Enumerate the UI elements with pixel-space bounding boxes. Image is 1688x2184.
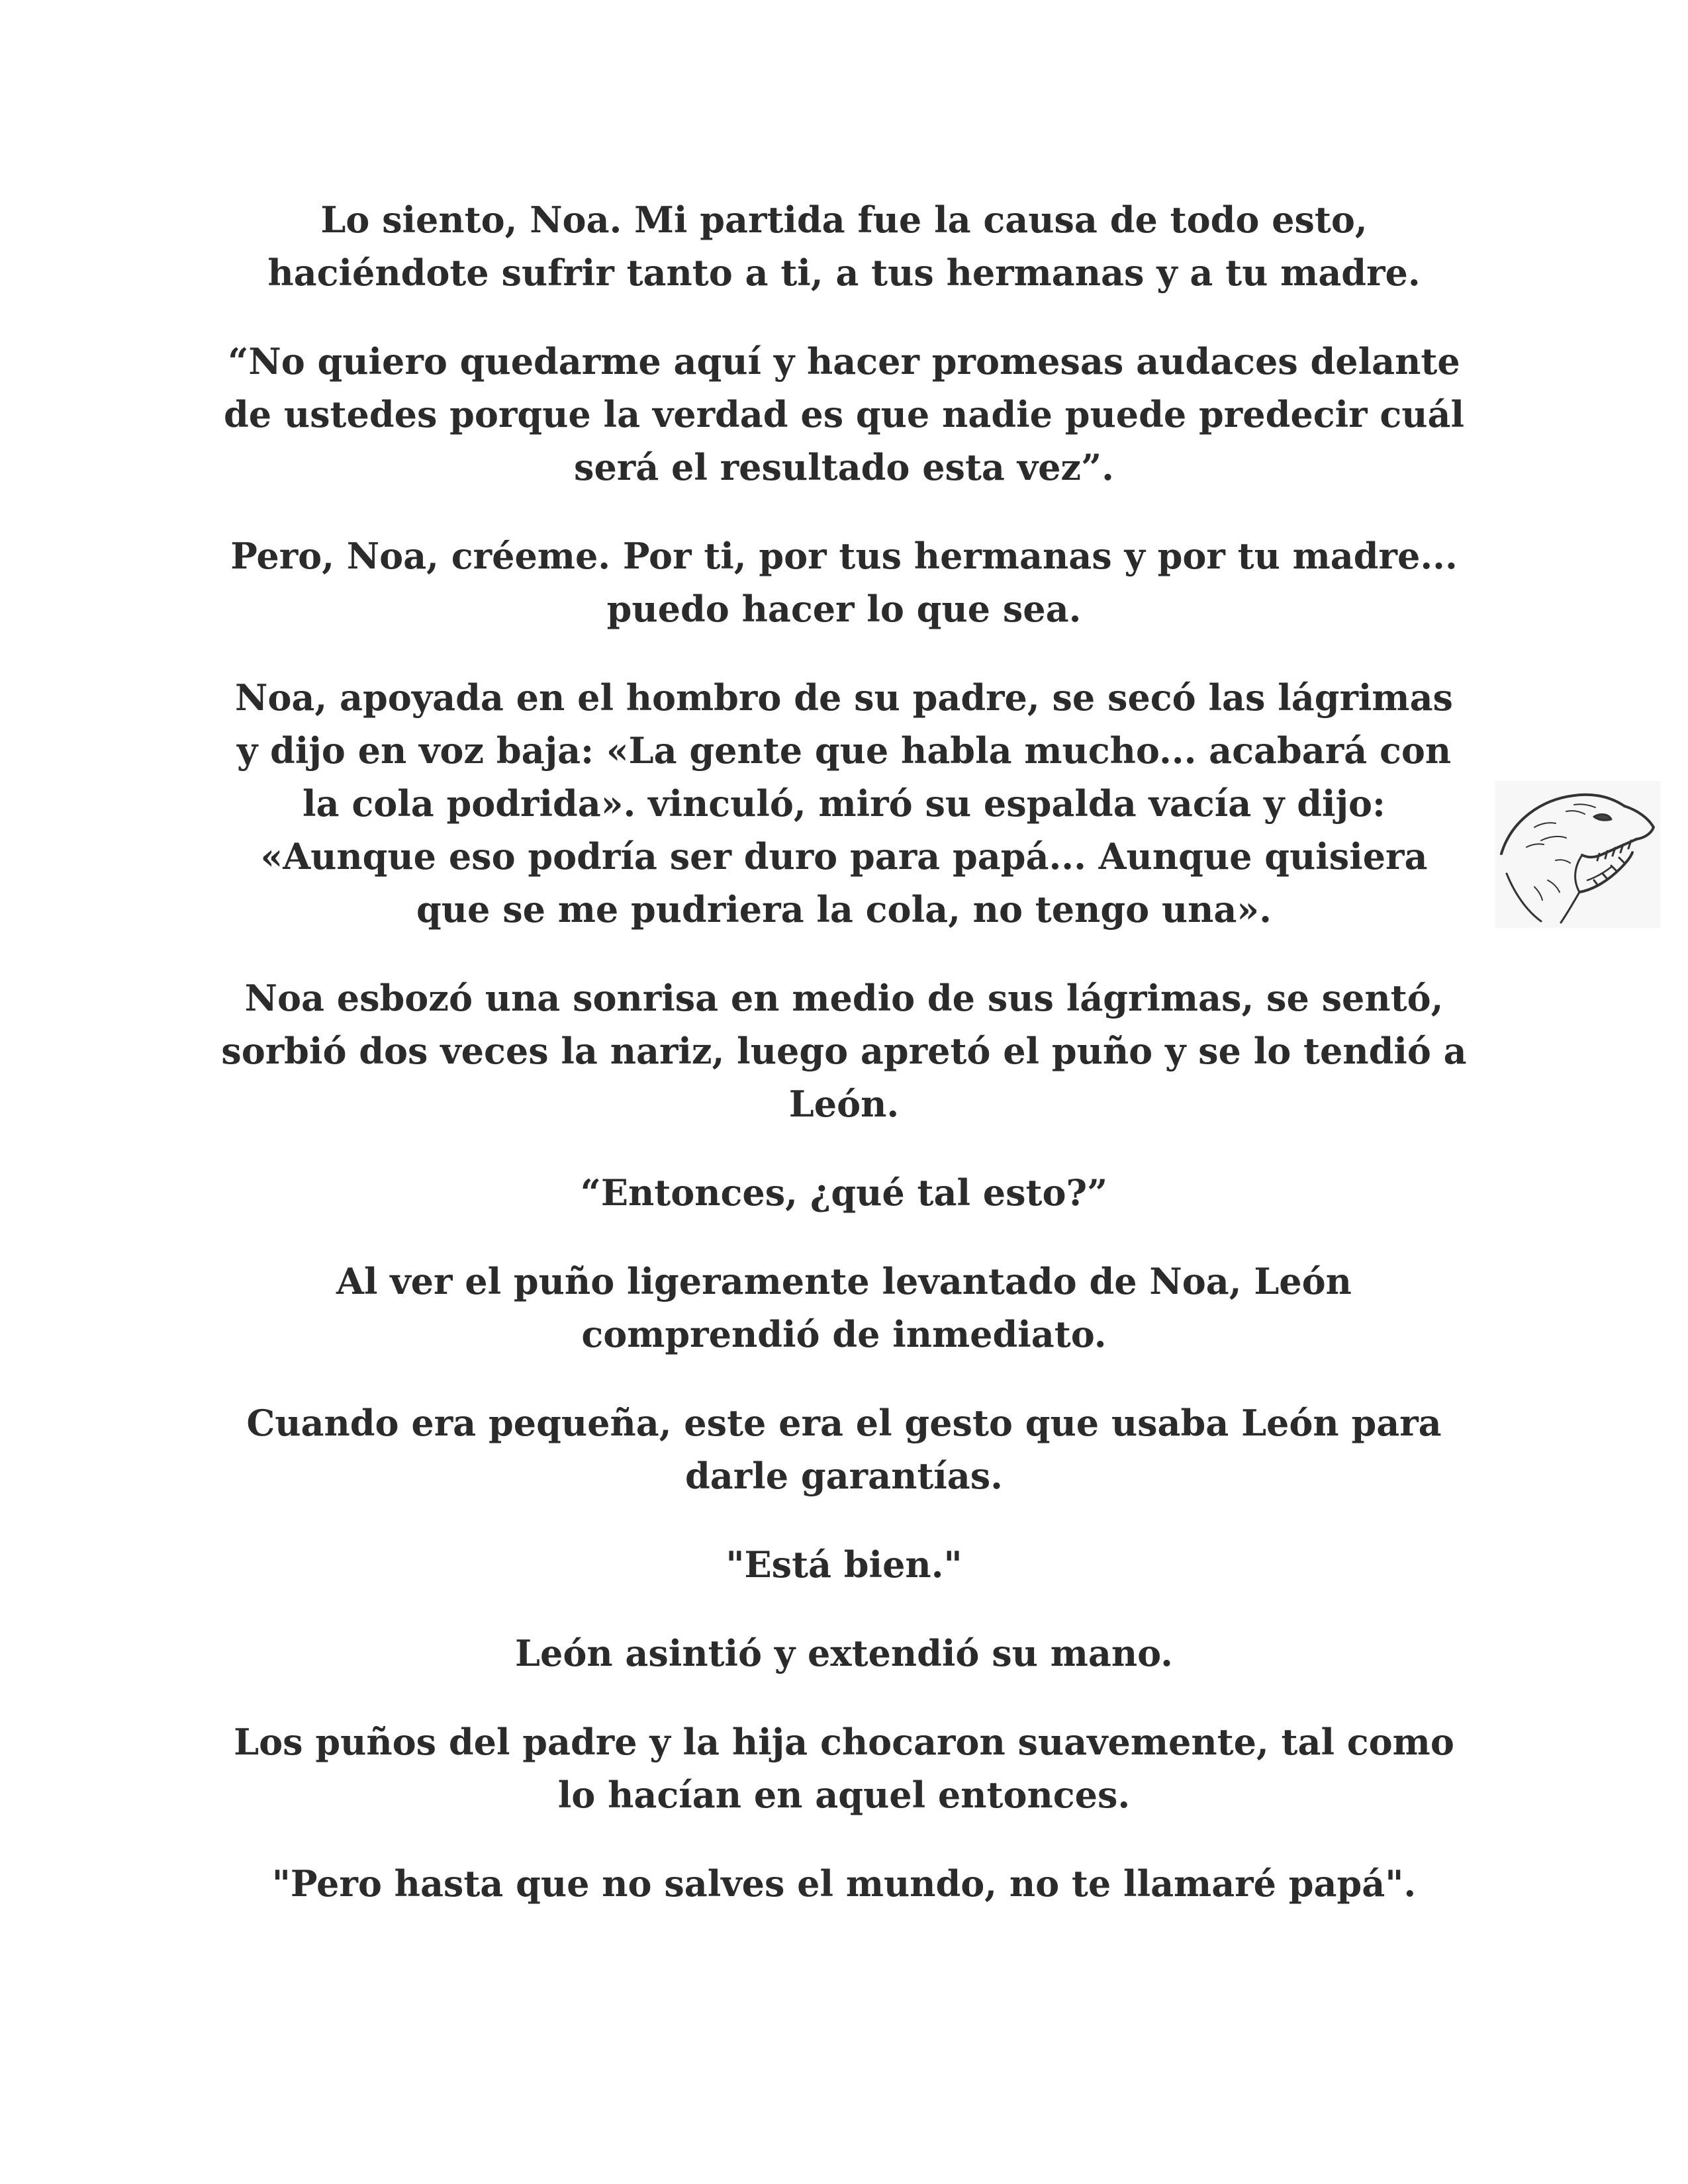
paragraph-4: Noa, apoyada en el hombro de su padre, se secó las lágrimas y dijo en voz baja: «La gente que habla mucho... acabará con la cola podrida». vinculó, miró su espalda vacía y dijo: «Aunque eso podría ser duro para papá... Aunque quisiera que se me pudriera la cola, no tengo una». bbox=[235, 676, 1453, 931]
paragraph-7: Al ver el puño ligeramente levantado de Noa, León comprendió de inmediato. bbox=[336, 1260, 1352, 1355]
paragraph-5: Noa esbozó una sonrisa en medio de sus lágrimas, se sentó, sorbió dos veces la nariz, luego apretó el puño y se lo tendió a León. bbox=[221, 977, 1467, 1125]
paragraph-1: Lo siento, Noa. Mi partida fue la causa de todo esto, haciéndote sufrir tanto a ti, a tus hermanas y a tu madre. bbox=[267, 199, 1421, 294]
story-text bbox=[218, 193, 1470, 1910]
paragraph-8: Cuando era pequeña, este era el gesto que usaba León para darle garantías. bbox=[246, 1402, 1442, 1497]
paragraph-11: Los puños del padre y la hija chocaron suavemente, tal como lo hacían en aquel entonces. bbox=[234, 1721, 1454, 1816]
paragraph-6: “Entonces, ¿qué tal esto?” bbox=[580, 1171, 1108, 1214]
paragraph-10: León asintió y extendió su mano. bbox=[515, 1632, 1173, 1674]
paragraph-9: "Está bien." bbox=[726, 1543, 962, 1586]
paragraph-3: Pero, Noa, créeme. Por ti, por tus hermanas y por tu madre... puedo hacer lo que sea. bbox=[230, 535, 1458, 630]
paragraph-2: “No quiero quedarme aquí y hacer promesas audaces delante de ustedes porque la verdad es que nadie puede predecir cuál será el resultado esta vez”. bbox=[223, 340, 1465, 488]
paragraph-12: "Pero hasta que no salves el mundo, no te llamaré papá". bbox=[271, 1862, 1417, 1905]
dinosaur-head-sketch-icon bbox=[1495, 781, 1660, 928]
